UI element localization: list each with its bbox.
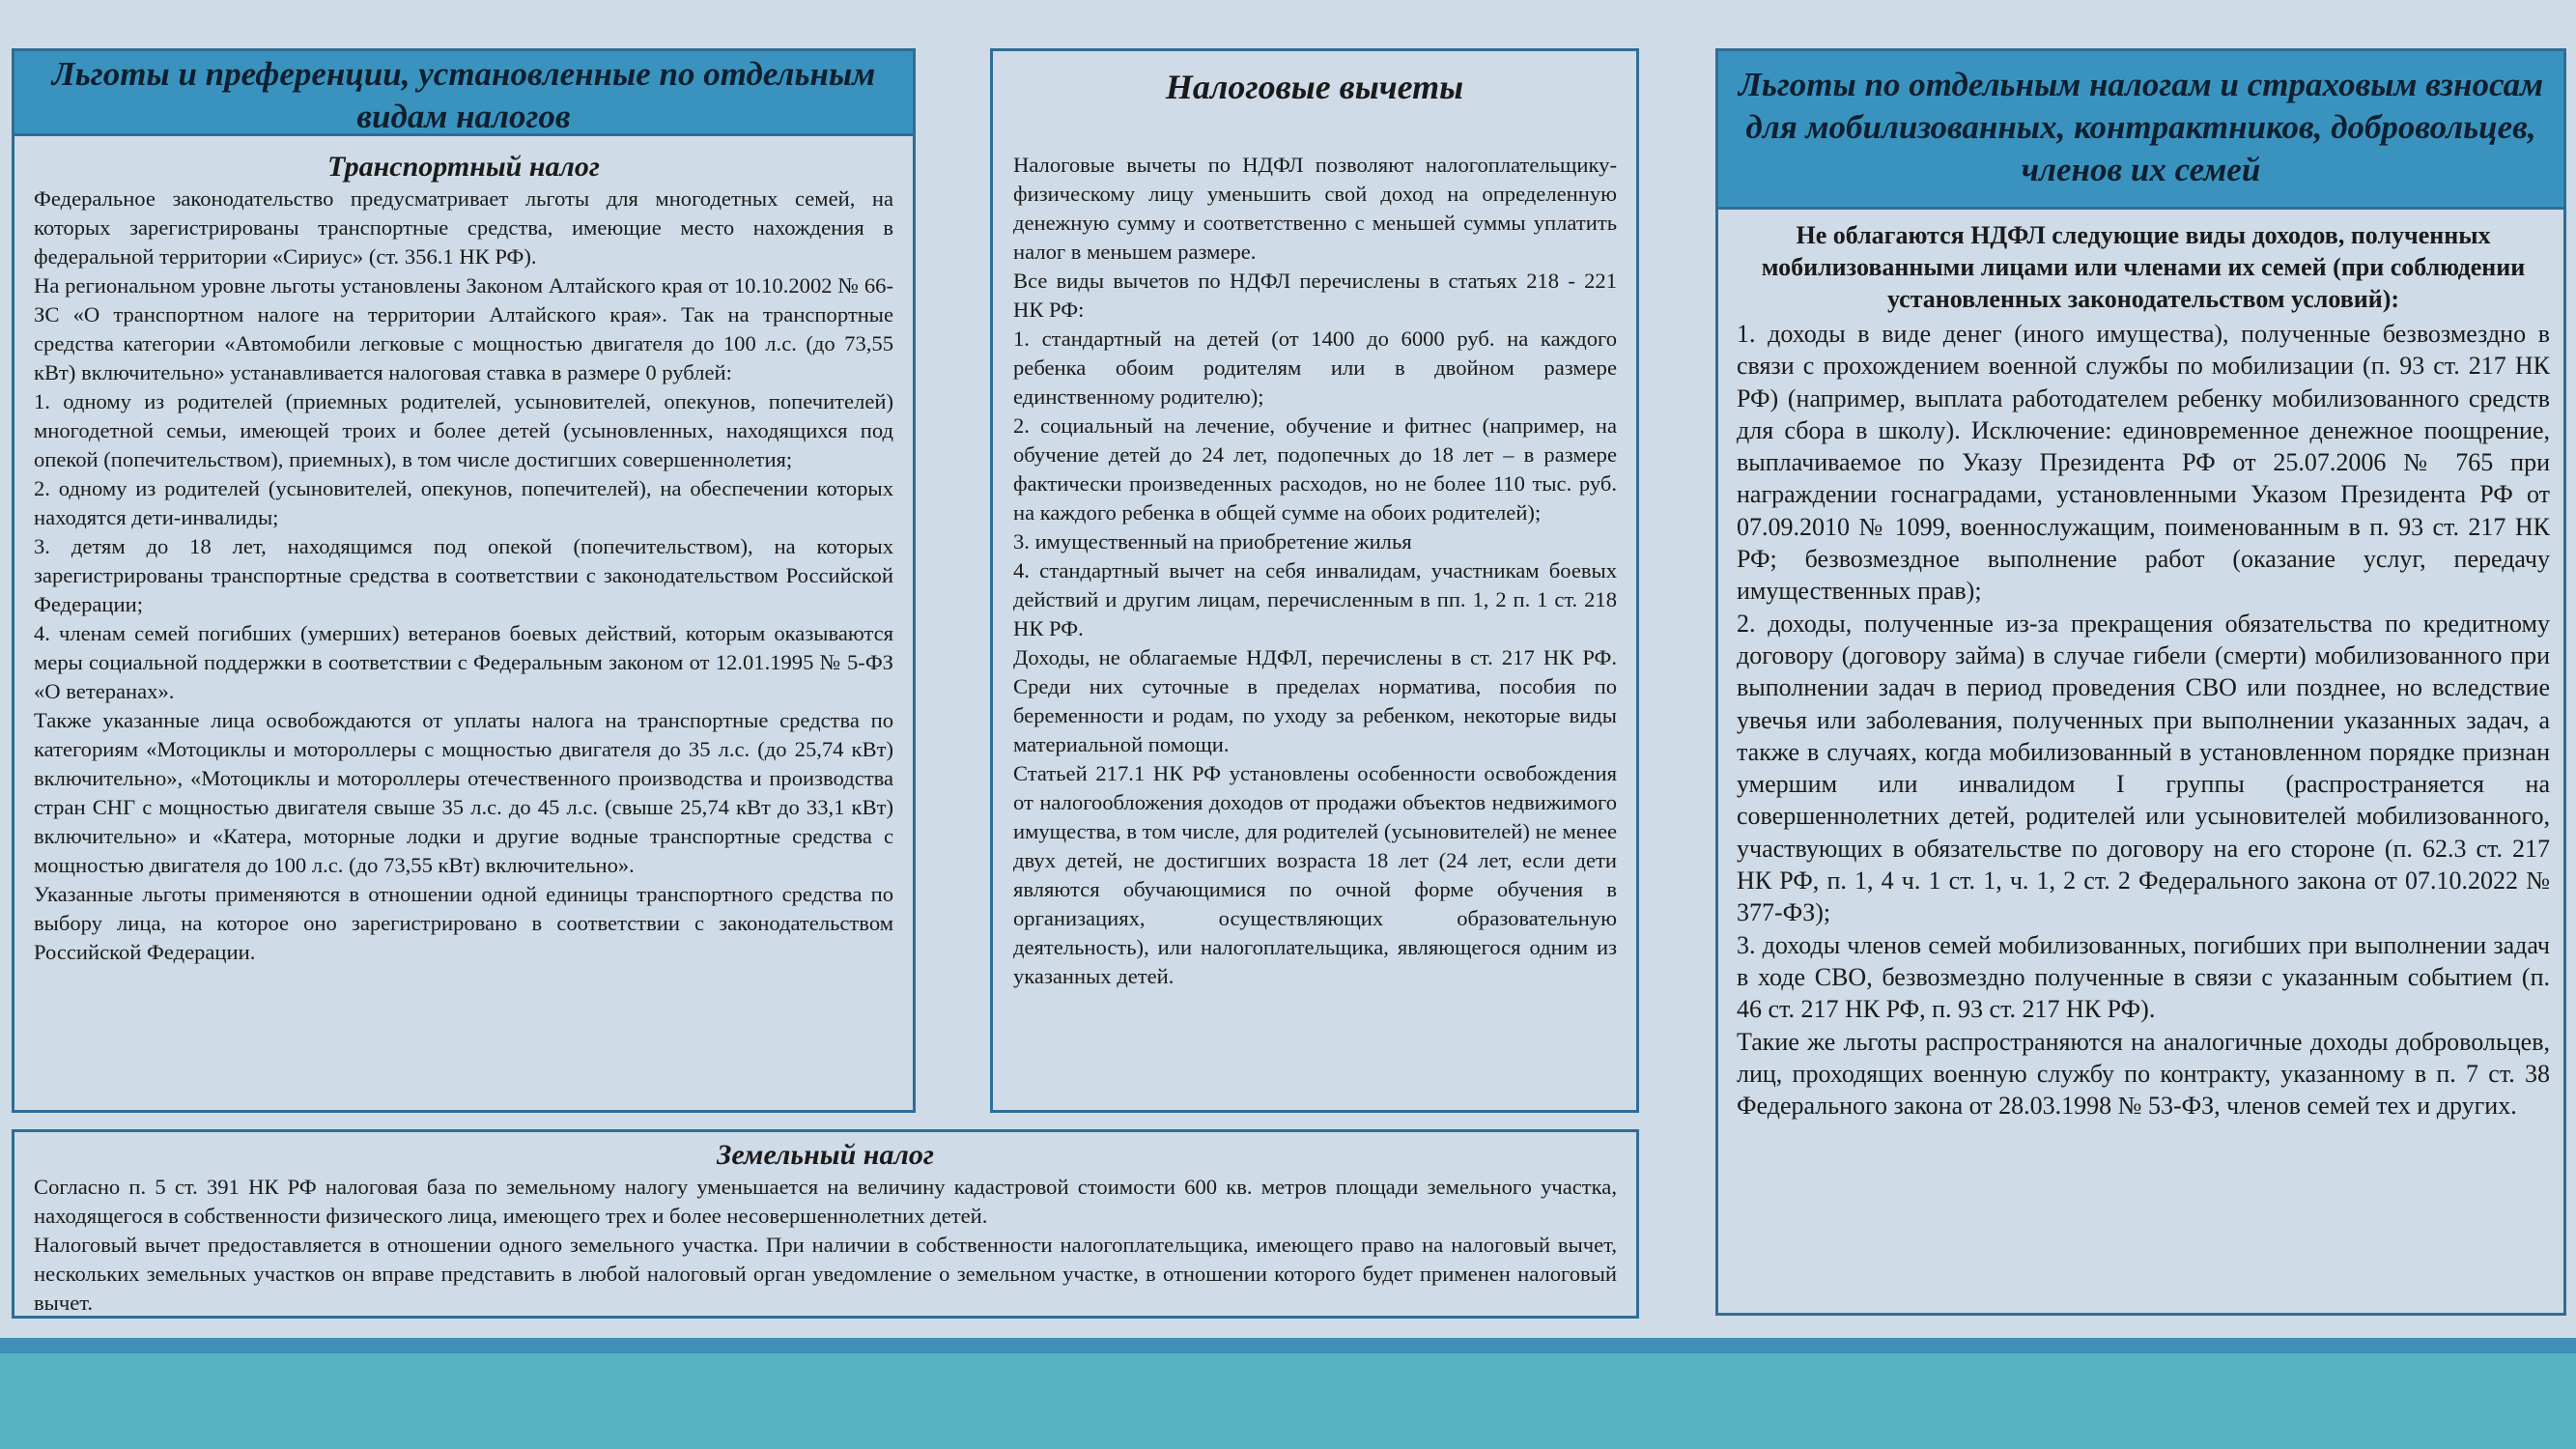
paragraph: 1. стандартный на детей (от 1400 до 6000 руб. на каждого ребенка обоим родителям или в двойном размере единственному родителю); xyxy=(1013,327,1617,409)
paragraph: Налоговый вычет предоставляется в отношении одного земельного участка. При наличии в собственности налогоплательщика, имеющего право на налоговый вычет, нескольких земельных участков он вправе представить в любой налоговый орган уведомление о земельном участке, в отношении которого будет применен налоговый вычет. xyxy=(34,1233,1617,1315)
tax-deductions-text xyxy=(1013,151,1617,991)
mobilized-benefits-panel xyxy=(1715,48,2566,1316)
left-panel-header: Льготы и преференции, установленные по отдельным видам налогов xyxy=(14,51,913,136)
paragraph: 1. одному из родителей (приемных родителей, усыновителей, опекунов, попечителей) многодетной семьи, имеющей троих и более детей (усыновленных, находящихся под опекой (попечительством), приемных), в том числе достигших совершеннолетия; xyxy=(34,389,893,471)
paragraph: Указанные льготы применяются в отношении одной единицы транспортного средства по выбору лица, на которое оно зарегистрировано в соответствии с законодательством Российской Федерации. xyxy=(34,882,893,964)
land-tax-text xyxy=(34,1173,1617,1318)
paragraph: Такие же льготы распространяются на аналогичные доходы добровольцев, лиц, проходящих военную службу по контракту, указанному в п. 7 ст. 38 Федерального закона от 28.03.1998 № 53-ФЗ, членов семей тех и других. xyxy=(1737,1027,2550,1121)
paragraph: Доходы, не облагаемые НДФЛ, перечислены в ст. 217 НК РФ. Среди них суточные в пределах норматива, пособия по беременности и родам, по уходу за ребенком, некоторые виды материальной помощи. xyxy=(1013,645,1617,756)
paragraph: 2. доходы, полученные из-за прекращения обязательства по кредитному договору (договору займа) в случае гибели (смерти) мобилизованного при выполнении задач в период проведения СВО или позднее, но вследствие увечья или заболевания, полученных при выполнении указанных задач, а также в случаях, когда мобилизованный в установленном порядке признан умершим или инвалидом I группы (распространяется на совершеннолетних детей, родителей или усыновителей мобилизованного, участвующих в обязательстве по договору на его стороне (п. 62.3 ст. 217 НК РФ, п. 1, 4 ч. 1 ст. 1, ч. 1, 2 ст. 2 Федерального закона от 07.10.2022 № 377-ФЗ); xyxy=(1737,609,2550,927)
paragraph: 3. доходы членов семей мобилизованных, погибших при выполнении задач в ходе СВО, безвозмездно полученные в связи с указанным событием (п. 46 ст. 217 НК РФ, п. 93 ст. 217 НК РФ). xyxy=(1737,930,2550,1024)
footer-band xyxy=(0,1353,2576,1449)
mobilized-benefits-text xyxy=(1737,318,2550,1122)
paragraph: Федеральное законодательство предусматривает льготы для многодетных семей, на которых зарегистрированы транспортные средства, имеющие место нахождения в федеральной территории «Сириус» (ст. 356.1 НК РФ). xyxy=(34,186,893,269)
transport-tax-panel xyxy=(12,48,916,1113)
mobilized-lead-text: Не облагаются НДФЛ следующие виды доходов, полученных мобилизованными лицами или членами их семей (при соблюдении установленных законодательством условий): xyxy=(1761,221,2526,313)
paragraph: 1. доходы в виде денег (иного имущества), полученные безвозмездно в связи с прохождением военной службы по мобилизации (п. 93 ст. 217 НК РФ) (например, выплата работодателем ребенку мобилизованного средств для сбора в школу). Исключение: единовременное денежное поощрение, выплачиваемое по Указу Президента РФ от 25.07.2006 № 765 при награждении госнаградами, установленными Указом Президента РФ от 07.09.2010 № 1099, военнослужащим, поименованным в п. 93 ст. 217 НК РФ; безвозмездное выполнение работ (оказание услуг, передачу имущественных прав); xyxy=(1737,320,2550,606)
right-panel-header: Льготы по отдельным налогам и страховым взносам для мобилизованных, контрактников, добровольцев, членов их семей xyxy=(1718,51,2563,210)
land-tax-title: Земельный налог xyxy=(717,1139,934,1171)
tax-deductions-title: Налоговые вычеты xyxy=(1165,68,1464,106)
paragraph: Налоговые вычеты по НДФЛ позволяют налогоплательщику-физическому лицу уменьшить свой доход на определенную денежную сумму и соответственно с меньшей суммы уплатить налог в меньшем размере. xyxy=(1013,153,1617,264)
footer-divider xyxy=(0,1338,2576,1353)
tax-deductions-panel xyxy=(990,48,1639,1113)
land-tax-panel xyxy=(12,1129,1639,1319)
paragraph: 3. детям до 18 лет, находящимся под опекой (попечительством), на которых зарегистрированы транспортные средства в соответствии с законодательством Российской Федерации; xyxy=(34,534,893,616)
transport-tax-title: Транспортный налог xyxy=(327,151,600,183)
paragraph: 3. имущественный на приобретение жилья xyxy=(1013,529,1412,554)
paragraph: На региональном уровне льготы установлены Законом Алтайского края от 10.10.2002 № 66-ЗС «О транспортном налоге на территории Алтайского края». Так на транспортные средства категории «Автомобили легковые с мощностью двигателя до 100 л.с. (до 73,55 кВт) включительно» устанавливается налоговая ставка в размере 0 рублей: xyxy=(34,273,893,384)
paragraph: Статьей 217.1 НК РФ установлены особенности освобождения от налогообложения доходов от продажи объектов недвижимого имущества, в том числе, для родителей (усыновителей) не менее двух детей, не достигших возраста 18 лет (24 лет, если дети являются обучающимися по очной форме обучения в организациях, осуществляющих образовательную деятельность), или налогоплательщика, являющегося одним из указанных детей. xyxy=(1013,761,1617,988)
paragraph: 2. социальный на лечение, обучение и фитнес (например, на обучение детей до 24 лет, подопечных до 18 лет – в размере фактически произведенных расходов, но не более 110 тыс. руб. на каждого ребенка в общей сумме на обоих родителей); xyxy=(1013,413,1617,525)
paragraph: 4. стандартный вычет на себя инвалидам, участникам боевых действий и другим лицам, перечисленным в пп. 1, 2 п. 1 ст. 218 НК РФ. xyxy=(1013,558,1617,640)
transport-tax-text xyxy=(34,185,893,967)
paragraph: Согласно п. 5 ст. 391 НК РФ налоговая база по земельному налогу уменьшается на величину кадастровой стоимости 600 кв. метров площади земельного участка, находящегося в собственности физического лица, имеющего трех и более несовершеннолетних детей. xyxy=(34,1175,1617,1228)
paragraph: Также указанные лица освобождаются от уплаты налога на транспортные средства по категориям «Мотоциклы и мотороллеры с мощностью двигателя до 35 л.с. (до 25,74 кВт) включительно», «Мотоциклы и мотороллеры отечественного производства и производства стран СНГ с мощностью двигателя свыше 35 л.с. до 45 л.с. (свыше 25,74 кВт до 33,1 кВт) включительно» и «Катера, моторные лодки и другие водные транспортные средства с мощностью двигателя до 100 л.с. (до 73,55 кВт) включительно». xyxy=(34,708,893,877)
paragraph: Все виды вычетов по НДФЛ перечислены в статьях 218 - 221 НК РФ: xyxy=(1013,269,1617,322)
paragraph: 2. одному из родителей (усыновителей, опекунов, попечителей), на обеспечении которых находятся дети-инвалиды; xyxy=(34,476,893,529)
paragraph: 4. членам семей погибших (умерших) ветеранов боевых действий, которым оказываются меры социальной поддержки в соответствии с Федеральным законом от 12.01.1995 № 5-ФЗ «О ветеранах». xyxy=(34,621,893,703)
